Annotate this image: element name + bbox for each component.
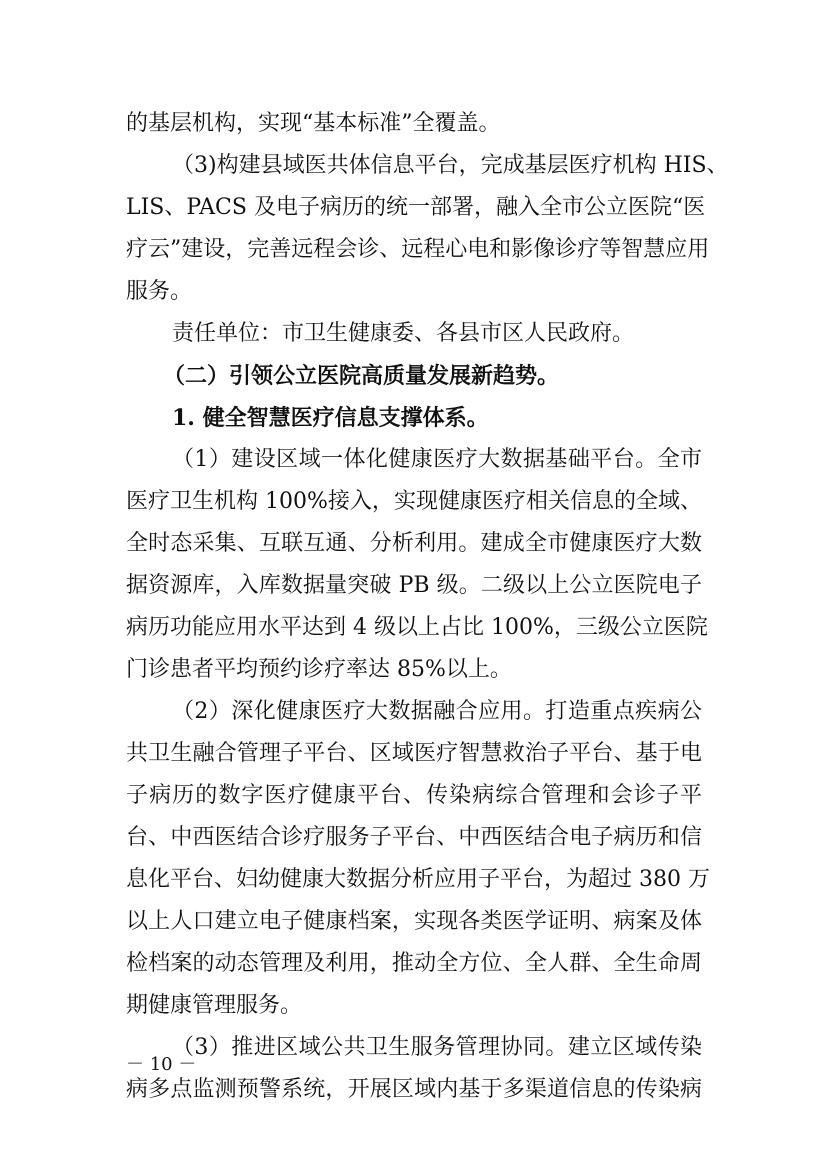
text-line: 共卫生融合管理子平台、区域医疗智慧救治子平台、基于电 [126,741,702,766]
text-line: 全时态采集、互联互通、分析利用。建成全市健康医疗大数 [126,531,702,556]
text-line: 息化平台、妇幼健康大数据分析应用子平台，为超过 380 万 [126,867,710,892]
text-line: （3)构建县域医共体信息平台，完成基层医疗机构 HIS、 [172,153,729,178]
text-line: 据资源库，入库数据量突破 PB 级。二级以上公立医院电子 [126,573,702,598]
page-number: － 10 － [126,1054,197,1075]
text-line: （1）建设区域一体化健康医疗大数据基础平台。全市 [172,447,702,472]
text-line: 台、中西医结合诊疗服务子平台、中西医结合电子病历和信 [126,825,702,850]
text-line: 病历功能应用水平达到 4 级以上占比 100%，三级公立医院 [126,615,708,640]
text-line: （2）深化健康医疗大数据融合应用。打造重点疾病公 [172,699,702,724]
text-line: 检档案的动态管理及利用，推动全方位、全人群、全生命周 [126,951,702,976]
text-line: 门诊患者平均预约诊疗率达 85%以上。 [126,657,512,682]
section-heading: （二）引领公立医院高质量发展新趋势。 [163,363,560,389]
text-line: 子病历的数字医疗健康平台、传染病综合管理和会诊子平 [126,783,702,808]
text-line: 疗云”建设，完善远程会诊、远程心电和影像诊疗等智慧应用 [126,237,710,262]
text-line: 医疗卫生机构 100%接入，实现健康医疗相关信息的全域、 [126,489,702,514]
text-line: 以上人口建立电子健康档案，实现各类医学证明、病案及体 [126,909,702,934]
text-line: （3）推进区域公共卫生服务管理协同。建立区域传染 [172,1035,702,1060]
text-line: 服务。 [126,279,193,304]
text-line: 期健康管理服务。 [126,993,303,1018]
text-line: 的基层机构，实现“基本标准”全覆盖。 [126,111,501,136]
text-line: 病多点监测预警系统，开展区域内基于多渠道信息的传染病 [126,1077,702,1102]
text-line: 责任单位：市卫生健康委、各县市区人民政府。 [172,321,635,346]
subsection-heading: 1. 健全智慧医疗信息支撑体系。 [172,405,489,431]
text-line: LIS、PACS 及电子病历的统一部署，融入全市公立医院“医 [126,195,706,220]
